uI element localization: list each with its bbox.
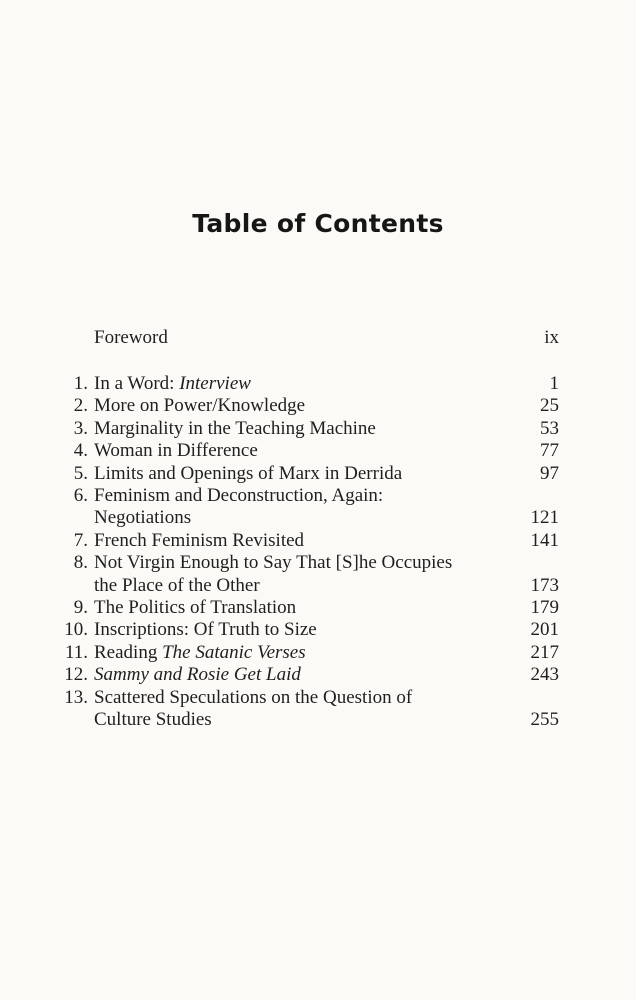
- toc-entry: [40, 619, 559, 641]
- chapter-number: 12.: [64, 664, 88, 686]
- toc-entry: [40, 642, 559, 664]
- chapter-title-text: Feminism and Deconstruction, Again:: [94, 485, 384, 507]
- chapter-page-number: 243: [530, 664, 559, 686]
- chapter-title-line: [94, 642, 499, 664]
- chapter-title-line: [94, 597, 499, 619]
- chapter-title-line: [94, 530, 499, 552]
- chapter-page-number: 217: [530, 641, 559, 663]
- chapter-title-text: Woman in Difference: [94, 440, 258, 462]
- chapter-number: 7.: [73, 529, 88, 551]
- chapter-title-text: More on Power/Knowledge: [94, 395, 306, 417]
- page-title: Table of Contents: [192, 209, 444, 238]
- toc-foreword: [94, 327, 559, 351]
- chapter-page-number: 25: [540, 395, 559, 417]
- chapter-number: 8.: [73, 552, 88, 574]
- chapter-title-text: French Feminism Revisited: [94, 529, 305, 551]
- chapter-page-number: 201: [530, 619, 559, 641]
- toc-entry: [40, 373, 559, 395]
- toc-entry: [40, 418, 559, 440]
- chapter-title-italic: Interview: [179, 373, 251, 394]
- chapter-title-text: Inscriptions: Of Truth to Size: [94, 619, 317, 641]
- toc-entry: [40, 440, 559, 462]
- toc-entry: [40, 530, 559, 552]
- chapter-title-text: Culture Studies: [94, 709, 212, 731]
- chapter-title-text: Negotiations: [94, 507, 192, 529]
- chapter-title-line: [94, 418, 499, 440]
- chapter-title-text: Scattered Speculations on the Question of: [94, 686, 413, 708]
- chapter-number: 4.: [73, 440, 88, 462]
- chapter-title-italic: The Satanic Verses: [162, 641, 306, 663]
- chapter-title-line: [94, 575, 499, 597]
- toc-entry: [40, 687, 559, 732]
- chapter-title-line: [94, 507, 499, 529]
- chapter-number: 10.: [64, 619, 88, 641]
- chapter-page-number: 179: [530, 597, 559, 619]
- chapter-title-text: Reading: [94, 641, 163, 663]
- chapter-title-italic: Sammy and Rosie Get Laid: [94, 664, 301, 686]
- toc-list: [40, 373, 559, 732]
- toc-entry: [40, 463, 559, 485]
- chapter-title-line: [94, 664, 499, 686]
- chapter-page-number: 1: [549, 373, 559, 394]
- chapter-page-number: 53: [540, 417, 559, 439]
- chapter-page-number: 121: [530, 507, 559, 529]
- chapter-number: 13.: [64, 686, 88, 708]
- chapter-title-line: [94, 485, 499, 507]
- chapter-number: 3.: [73, 417, 88, 439]
- chapter-page-number: 77: [540, 440, 559, 462]
- chapter-page-number: 255: [530, 709, 559, 731]
- chapter-title-line: [94, 373, 499, 395]
- chapter-title-line: [94, 709, 499, 731]
- chapter-title-line: [94, 619, 499, 641]
- chapter-title-text: Marginality in the Teaching Machine: [94, 417, 376, 439]
- chapter-number: 5.: [73, 462, 88, 484]
- chapter-title-line: [94, 440, 499, 462]
- toc-entry: [40, 485, 559, 530]
- chapter-number: 2.: [73, 395, 88, 417]
- chapter-title-text: In a Word:: [94, 373, 180, 394]
- chapter-title-text: The Politics of Translation: [94, 597, 297, 619]
- chapter-page-number: 97: [540, 462, 559, 484]
- chapter-title-line: [94, 395, 499, 417]
- chapter-number: 6.: [73, 485, 88, 507]
- chapter-title-line: [94, 687, 499, 709]
- chapter-title-text: Not Virgin Enough to Say That [S]he Occupies: [94, 552, 453, 574]
- foreword-label: Foreword: [94, 327, 168, 348]
- toc-entry: [40, 395, 559, 417]
- toc-entry: [40, 664, 559, 686]
- chapter-title-line: [94, 552, 499, 574]
- chapter-number: 9.: [73, 597, 88, 619]
- chapter-title-line: [94, 463, 499, 485]
- chapter-page-number: 173: [530, 574, 559, 596]
- chapter-title-text: Limits and Openings of Marx in Derrida: [94, 462, 403, 484]
- toc-entry: [40, 597, 559, 619]
- toc-entry: [40, 552, 559, 597]
- chapter-number: 1.: [73, 373, 88, 394]
- chapter-page-number: 141: [530, 529, 559, 551]
- chapter-number: 11.: [64, 641, 88, 663]
- chapter-title-text: the Place of the Other: [94, 574, 260, 596]
- foreword-page-number: ix: [544, 327, 559, 348]
